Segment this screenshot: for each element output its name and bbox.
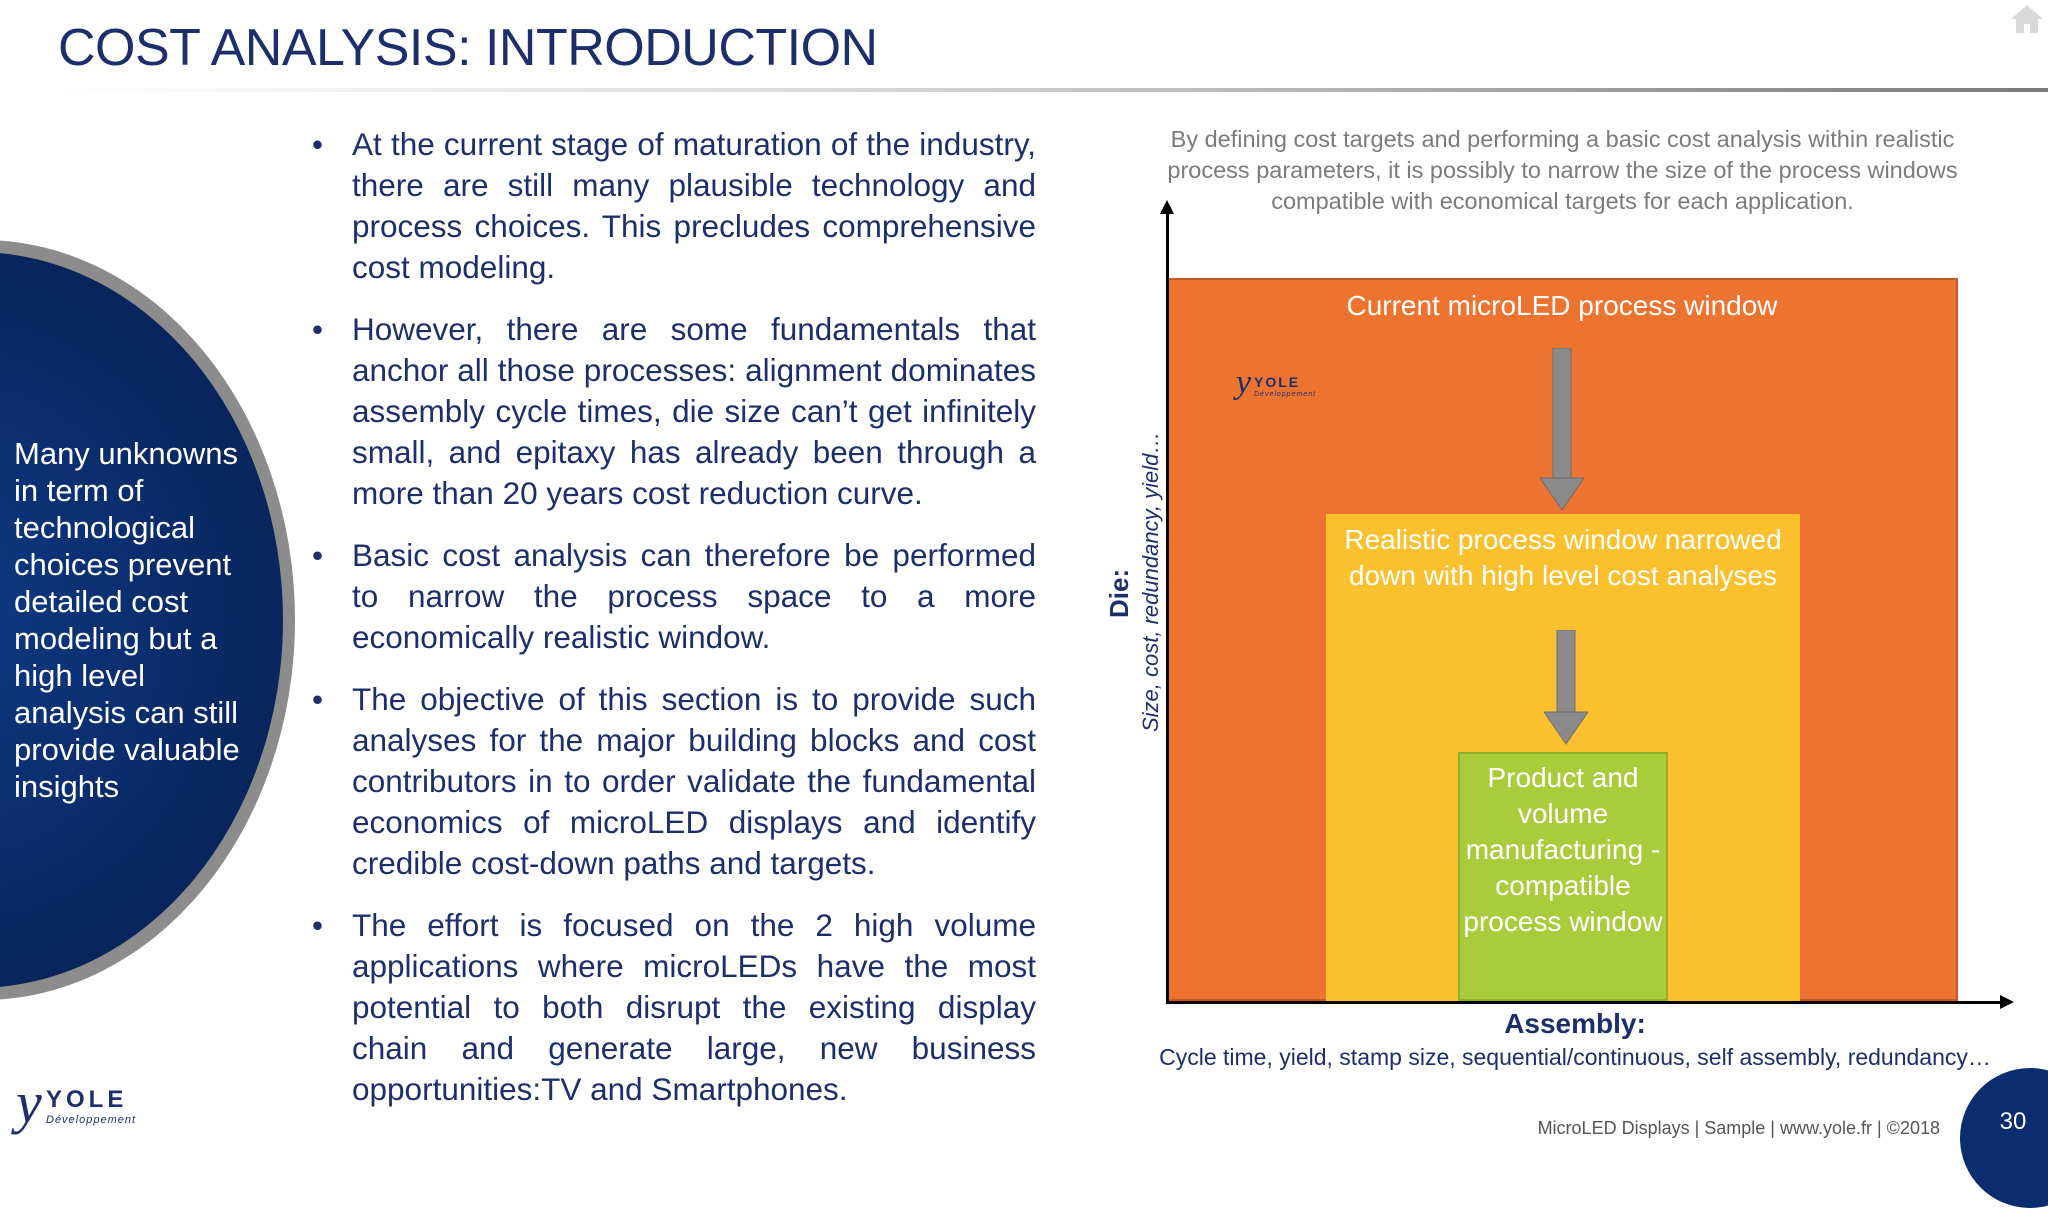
bullet-marker: • bbox=[312, 311, 324, 347]
outer-window-label: Current microLED process window bbox=[1346, 290, 1778, 321]
bullet-item bbox=[300, 905, 1036, 1110]
inner-window-label: Product and volume manufacturing -compatible process window bbox=[1463, 762, 1663, 937]
x-axis bbox=[1166, 1001, 2002, 1004]
logo-wordmark: YOLE bbox=[1254, 374, 1301, 390]
bullet-item bbox=[300, 535, 1036, 658]
logo-wordmark: YOLE bbox=[46, 1086, 128, 1113]
bullet-text: The effort is focused on the 2 high volume applications where microLEDs have the most potential to both disrupt the existing display chain and generate large, new business opportunities:TV and Smartphones. bbox=[352, 907, 1036, 1107]
x-axis-title: Assembly: bbox=[1504, 1008, 1646, 1039]
middle-window-label: Realistic process window narrowed down with high level cost analyses bbox=[1344, 524, 1782, 591]
bullet-item bbox=[300, 124, 1036, 288]
bullet-marker: • bbox=[312, 537, 324, 573]
bullet-marker: • bbox=[312, 126, 324, 162]
sidebar-callout-text: Many unknowns in term of technological choices prevent detailed cost modeling but a high level analysis can still provide valuable insights bbox=[14, 436, 240, 804]
yole-logo-small bbox=[1236, 366, 1336, 416]
bullet-text: At the current stage of maturation of the industry, there are still many plausible technology and process choices. This precludes comprehensive cost modeling. bbox=[352, 126, 1036, 285]
y-axis-arrow-icon bbox=[1160, 200, 1174, 214]
y-axis-label bbox=[1134, 432, 1165, 732]
narrowing-arrow-icon bbox=[1540, 348, 1584, 512]
y-axis bbox=[1166, 210, 1169, 1004]
y-axis-title: Die: bbox=[1104, 568, 1134, 618]
logo-letter: y bbox=[16, 1070, 42, 1135]
footer-text: MicroLED Displays | Sample | www.yole.fr | ©2018 bbox=[1537, 1118, 1940, 1138]
diagram-caption: By defining cost targets and performing a basic cost analysis within realistic process parameters, it is possibly to narrow the size of the process windows compatible with economical targets for each application. bbox=[1167, 126, 1958, 214]
bullet-item bbox=[300, 679, 1036, 884]
bullet-text: However, there are some fundamentals that anchor all those processes: alignment dominates assembly cycle times, die size can’t get infinitely small, and epitaxy has already been through a more than 20 years cost reduction curve. bbox=[352, 311, 1036, 511]
home-icon[interactable] bbox=[2008, 2, 2046, 36]
bullet-text: Basic cost analysis can therefore be performed to narrow the process space to a more economically realistic window. bbox=[352, 537, 1036, 655]
bullet-item bbox=[300, 309, 1036, 514]
bullet-marker: • bbox=[312, 907, 324, 943]
title-divider bbox=[58, 88, 2048, 92]
y-axis-subtitle: Size, cost, redundancy, yield… bbox=[1138, 431, 1163, 732]
yole-logo bbox=[16, 1070, 156, 1144]
x-axis-arrow-icon bbox=[2000, 995, 2014, 1009]
bullet-list bbox=[300, 124, 1036, 1131]
narrowing-arrow-icon bbox=[1544, 630, 1588, 746]
logo-subtext: Développement bbox=[46, 1114, 137, 1126]
page-number: 30 bbox=[1999, 1108, 2027, 1135]
y-axis-label bbox=[1104, 569, 1135, 618]
page-number-badge bbox=[1960, 1068, 2048, 1208]
bullet-text: The objective of this section is to provide such analyses for the major building blocks and cost contributors in to order validate the fundamental economics of microLED displays and identify credible cost-down paths and targets. bbox=[352, 681, 1036, 881]
logo-letter: y bbox=[1236, 364, 1252, 401]
logo-subtext: Développement bbox=[1254, 391, 1317, 398]
slide-title: COST ANALYSIS: INTRODUCTION bbox=[58, 19, 878, 77]
bullet-marker: • bbox=[312, 681, 324, 717]
x-axis-subtitle: Cycle time, yield, stamp size, sequential/continuous, self assembly, redundancy… bbox=[1159, 1044, 1991, 1070]
